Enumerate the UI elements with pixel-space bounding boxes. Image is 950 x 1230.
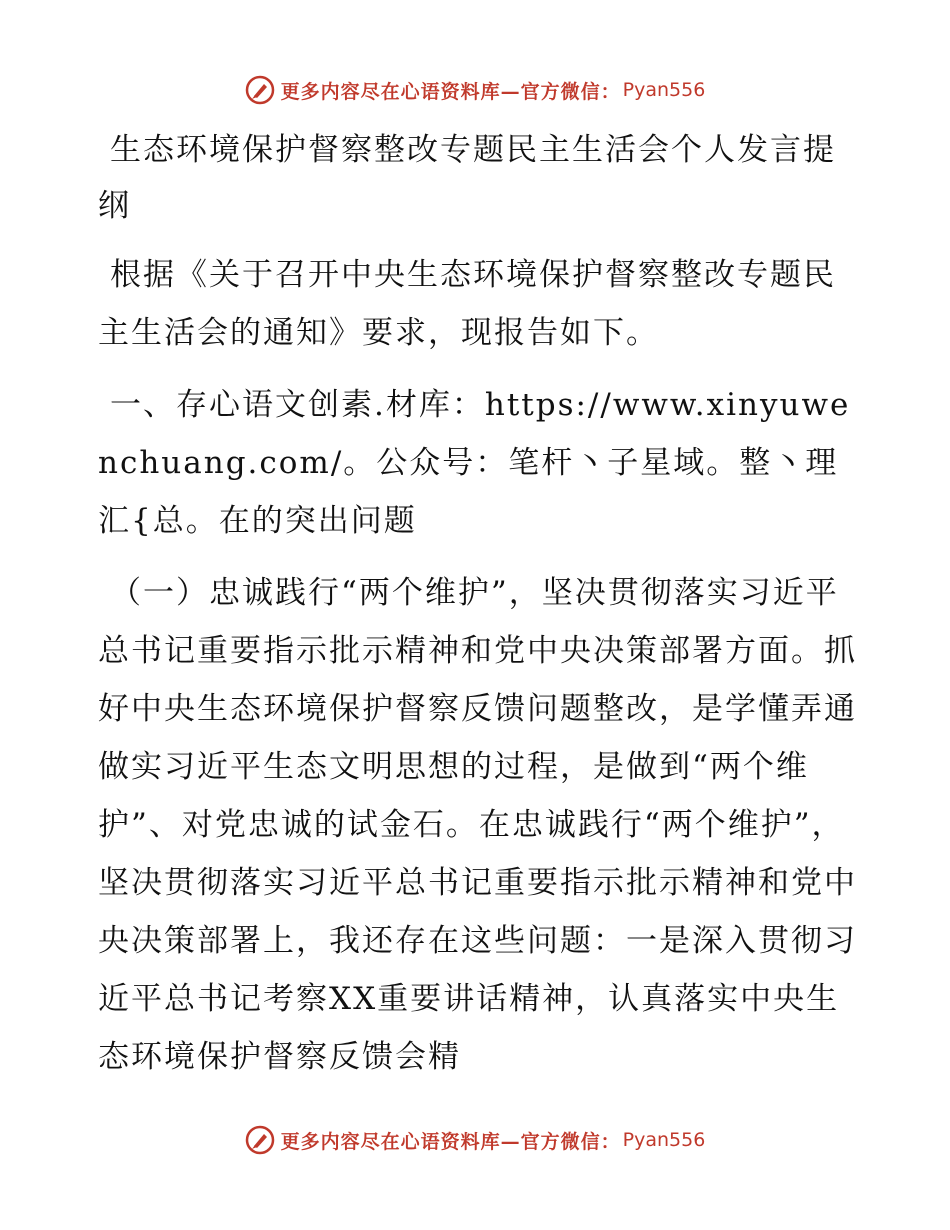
- section-heading: 一、存心语文创素.材库：https://www.xinyuwenchuang.com/。公众号：笔杆丶子星域。整丶理汇{总。在的突出问题: [98, 387, 851, 539]
- banner-text: 更多内容尽在心语资料库—官方微信：: [280, 80, 621, 103]
- banner-contact: Pyan556: [622, 1129, 706, 1151]
- footer-banner: [0, 1120, 950, 1160]
- document-title: 生态环境保护督察整改专题民主生活会个人发言提纲: [98, 132, 836, 224]
- pen-nib-logo-icon: [245, 1125, 275, 1155]
- subsection-paragraph: （一）忠诚践行“两个维护”，坚决贯彻落实习近平总书记重要指示批示精神和党中央决策部署方面。抓好中央生态环境保护督察反馈问题整改，是学懂弄通做实习近平生态文明思想的过程，是做到“两个维护”、对党忠诚的试金石。在忠诚践行“两个维护”，坚决贯彻落实习近平总书记重要指示批示精神和党中央决策部署上，我还存在这些问题：一是深入贯彻习近平总书记考察XX重要讲话精神，认真落实中央生态环境保护督察反馈会精: [98, 575, 857, 1075]
- document-body: [98, 122, 858, 1100]
- intro-paragraph: 根据《关于召开中央生态环境保护督察整改专题民主生活会的通知》要求，现报告如下。: [98, 257, 836, 351]
- banner-contact: Pyan556: [622, 79, 706, 101]
- banner-text: 更多内容尽在心语资料库—官方微信：: [280, 1130, 621, 1153]
- pen-nib-logo-icon: [245, 75, 275, 105]
- header-banner: [0, 70, 950, 110]
